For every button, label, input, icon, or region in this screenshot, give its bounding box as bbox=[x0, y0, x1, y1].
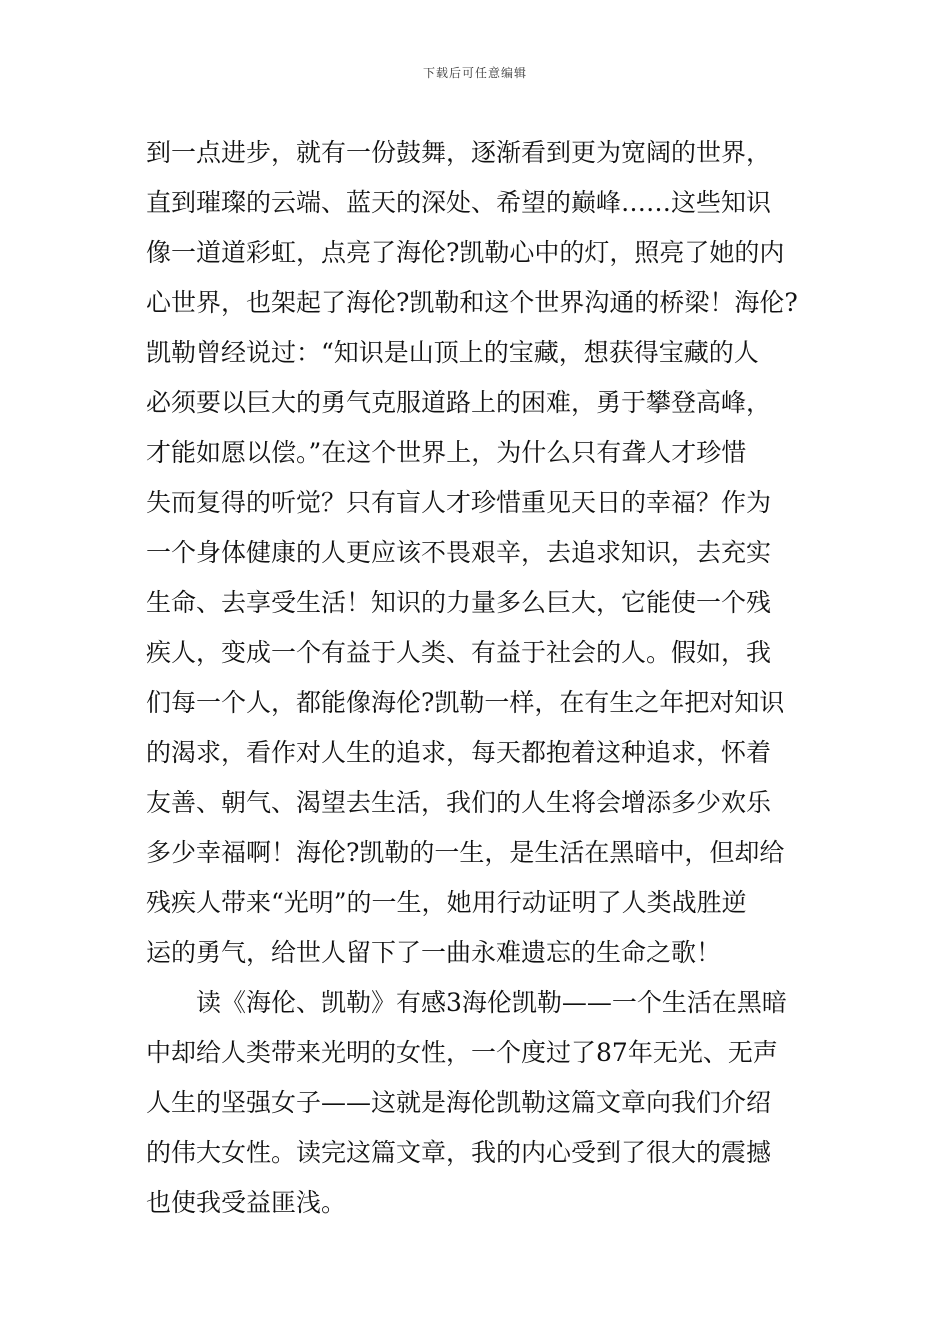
text-line: 凯勒曾经说过：“知识是山顶上的宝藏，想获得宝藏的人 bbox=[146, 338, 759, 367]
text-line: 失而复得的听觉？只有盲人才珍惜重见天日的幸福？作为 bbox=[146, 488, 772, 517]
text-line: 必须要以巨大的勇气克服道路上的困难，勇于攀登高峰， bbox=[146, 388, 772, 417]
text-line: 一个身体健康的人更应该不畏艰辛，去追求知识，去充实 bbox=[146, 538, 772, 567]
text-line: 也使我受益匪浅。 bbox=[146, 1188, 347, 1217]
text-line: 生命、去享受生活！知识的力量多么巨大，它能使一个残 bbox=[146, 588, 772, 617]
text-line: 人生的坚强女子——这就是海伦凯勒这篇文章向我们介绍 bbox=[146, 1088, 772, 1117]
text-line: 才能如愿以偿。”在这个世界上，为什么只有聋人才珍惜 bbox=[146, 438, 747, 467]
paragraph-start-line: 读《海伦、凯勒》有感3海伦凯勒——一个生活在黑暗 bbox=[146, 988, 787, 1017]
text-line: 直到璀璨的云端、蓝天的深处、希望的巅峰……这些知识 bbox=[146, 188, 772, 217]
text-line: 运的勇气，给世人留下了一曲永难遗忘的生命之歌！ bbox=[146, 938, 722, 967]
text-line: 像一道道彩虹，点亮了海伦?凯勒心中的灯，照亮了她的内 bbox=[146, 238, 785, 267]
text-line: 到一点进步，就有一份鼓舞，逐渐看到更为宽阔的世界， bbox=[146, 138, 772, 167]
text-line: 残疾人带来“光明”的一生，她用行动证明了人类战胜逆 bbox=[146, 888, 747, 917]
document-body bbox=[146, 128, 814, 1228]
page-header: 下载后可任意编辑 bbox=[422, 66, 527, 80]
text-line: 心世界，也架起了海伦?凯勒和这个世界沟通的桥梁！海伦? bbox=[146, 288, 798, 317]
text-line: 中却给人类带来光明的女性，一个度过了87年无光、无声 bbox=[146, 1038, 778, 1067]
text-line: 多少幸福啊！海伦?凯勒的一生，是生活在黑暗中，但却给 bbox=[146, 838, 785, 867]
text-line: 们每一个人，都能像海伦?凯勒一样，在有生之年把对知识 bbox=[146, 688, 785, 717]
text-line: 的渴求，看作对人生的追求，每天都抱着这种追求，怀着 bbox=[146, 738, 772, 767]
text-line: 友善、朝气、渴望去生活，我们的人生将会增添多少欢乐 bbox=[146, 788, 772, 817]
text-line: 的伟大女性。读完这篇文章，我的内心受到了很大的震撼 bbox=[146, 1138, 772, 1167]
text-line: 疾人，变成一个有益于人类、有益于社会的人。假如，我 bbox=[146, 638, 772, 667]
